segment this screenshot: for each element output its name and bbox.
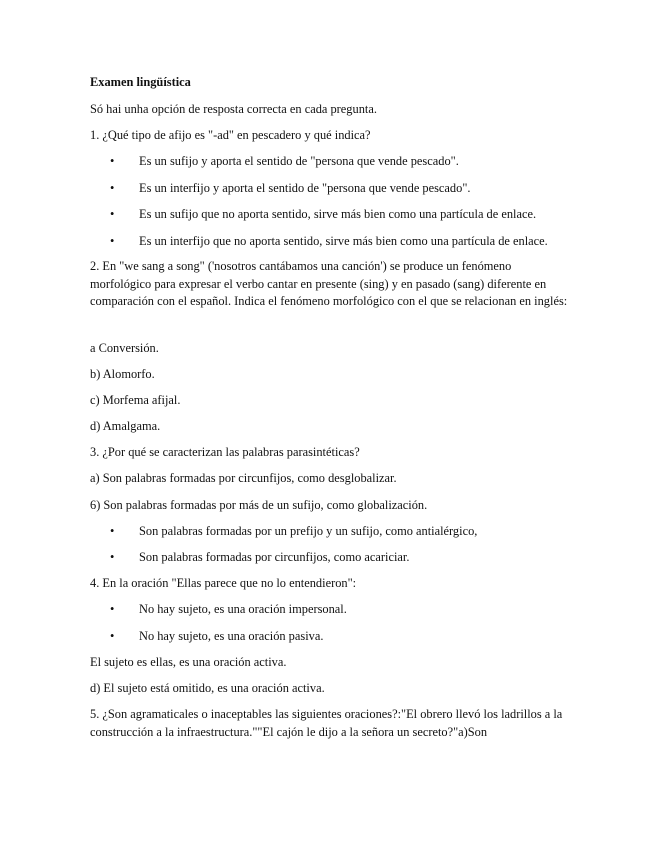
q3-option: 6) Son palabras formadas por más de un sufijo, como globalización. <box>90 498 428 512</box>
bullet-icon: • <box>110 550 115 564</box>
q3-option-text: Son palabras formadas por circunfijos, como acariciar. <box>139 550 410 564</box>
q4-option-text: No hay sujeto, es una oración pasiva. <box>139 629 324 643</box>
bullet-icon: • <box>110 629 115 643</box>
question-1: 1. ¿Qué tipo de afijo es "-ad" en pescadero y qué indica? <box>90 128 371 142</box>
bullet-icon: • <box>110 524 115 538</box>
bullet-icon: • <box>110 602 115 616</box>
q1-option-text: Es un sufijo y aporta el sentido de "persona que vende pescado". <box>139 154 459 168</box>
document-title: Examen lingüística <box>90 75 191 89</box>
question-2: 2. En "we sang a song" ('nosotros cantábamos una canción') se produce un fenómeno morfológico para expresar el verbo cantar en presente (sing) y en pasado (sang) diferente en comparación con el español. Indica el fenómeno morfológico con el que se relacionan en inglés: <box>90 259 568 308</box>
bullet-icon: • <box>110 234 115 248</box>
instructions: Só hai unha opción de resposta correcta en cada pregunta. <box>90 102 377 116</box>
q2-option: a Conversión. <box>90 341 159 355</box>
question-4: 4. En la oración "Ellas parece que no lo entendieron": <box>90 576 357 590</box>
q1-option-text: Es un sufijo que no aporta sentido, sirve más bien como una partícula de enlace. <box>139 207 537 221</box>
q4-option: El sujeto es ellas, es una oración activa. <box>90 655 287 669</box>
bullet-icon: • <box>110 154 115 168</box>
question-5: 5. ¿Son agramaticales o inaceptables las siguientes oraciones?:"El obrero llevó los ladrillos a la construcción a la infraestructura.""El cajón le dijo a la señora un secreto?"a)Son <box>90 707 563 739</box>
q3-option-text: Son palabras formadas por un prefijo y un sufijo, como antialérgico, <box>139 524 478 538</box>
bullet-icon: • <box>110 181 115 195</box>
question-3: 3. ¿Por qué se caracterizan las palabras parasintéticas? <box>90 445 360 459</box>
q4-option-text: No hay sujeto, es una oración impersonal. <box>139 602 347 616</box>
q1-option-text: Es un interfijo y aporta el sentido de "persona que vende pescado". <box>139 181 471 195</box>
q2-option: d) Amalgama. <box>90 419 161 433</box>
bullet-icon: • <box>110 207 115 221</box>
q2-option: c) Morfema afijal. <box>90 393 181 407</box>
q4-option: d) El sujeto está omitido, es una oración activa. <box>90 681 325 695</box>
q1-option-text: Es un interfijo que no aporta sentido, sirve más bien como una partícula de enlace. <box>139 234 548 248</box>
q2-option: b) Alomorfo. <box>90 367 155 381</box>
q3-option: a) Son palabras formadas por circunfijos, como desglobalizar. <box>90 471 397 485</box>
